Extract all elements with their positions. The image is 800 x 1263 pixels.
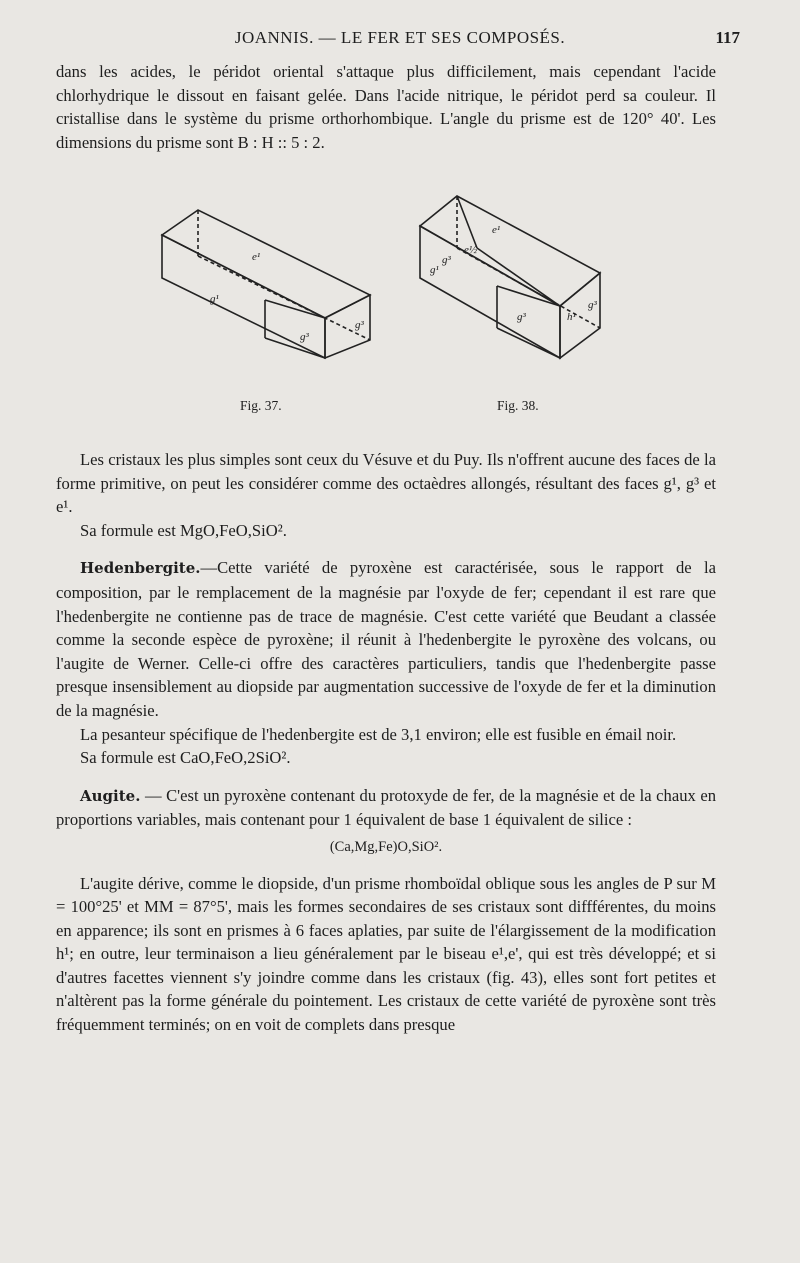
svg-text:g³: g³ <box>588 299 597 311</box>
paragraph-hedenbergite <box>56 556 716 722</box>
figure-38-drawing <box>402 178 642 378</box>
svg-text:g¹: g¹ <box>210 293 219 305</box>
running-title: JOANNIS. — LE FER ET SES COMPOSÉS. <box>234 28 566 47</box>
svg-text:g¹: g¹ <box>430 264 439 276</box>
svg-text:e½: e½ <box>464 244 478 256</box>
paragraph-augite <box>56 784 716 832</box>
augite-text: — C'est un pyroxène contenant du protoxyde de fer, de la magnésie et de la chaux en proportions variables, mais contenant pour 1 équivalent de base 1 équivalent de silice : <box>56 785 716 830</box>
hedenbergite-text: —Cette variété de pyroxène est caractérisée, sous le rapport de la composition, par le remplacement de la magnésie par l'oxyde de fer; cependant il est rare que l'hedenbergite ne contienne pas de trace de magnésie. C'est cette variété que Beudant a classée comme la seconde espèce de pyroxène; il réunit à l'hedenbergite le pyroxène des volcans, ou l'augite de Werner. Celle-ci offre des caractères particuliers, tandis que l'hedenbergite passe presque insensiblement au diopside par augmentation successive de l'oxyde de fer et la diminution de la magnésie. <box>56 558 716 720</box>
paragraph-cristaux: Les cristaux les plus simples sont ceux du Vésuve et du Puy. Ils n'offrent aucune des faces de la forme primitive, on peut les considérer comme des octaèdres allongés, résultant des faces g¹, g³ et e¹. <box>56 450 716 517</box>
svg-text:g³: g³ <box>442 254 451 266</box>
svg-text:g³: g³ <box>355 319 364 331</box>
paragraph-pesanteur: La pesanteur spécifique de l'hedenbergite est de 3,1 environ; elle est fusible en émail noir. <box>80 724 677 744</box>
figure-37-drawing <box>140 190 380 390</box>
svg-text:h¹: h¹ <box>567 311 576 323</box>
figure-38-caption: Fig. 38. <box>497 398 539 413</box>
paragraph-augite-description: L'augite dérive, comme le diopside, d'un prisme rhomboïdal oblique sous les angles de P sur M = 100°25' et MM = 87°5', mais les formes secondaires de ses cristaux sont diffférentes, du moins en apparence; ils sont en prismes à 6 faces aplaties, par suite de l'élargissement de la modification h¹; en outre, leur terminaison a lieu généralement par le biseau e¹,e', qui est très développé; et si d'autres facettes viennent s'y joindre comme dans les cristaux (fig. 43), elles sont fort petites et n'altèrent pas la forme générale du pointement. Les cristaux de cette variété de pyroxène sont très fréquemment terminés; on en voit de complets dans presque <box>56 873 716 1035</box>
svg-text:g³: g³ <box>517 311 526 323</box>
figures-area <box>140 190 620 420</box>
paragraph-peridot: dans les acides, le péridot oriental s'attaque plus difficilement, mais cependant l'acide chlorhydrique le dissout en faisant gelée. Dans l'acide nitrique, le péridot perd sa couleur. Il cristallise dans le système du prisme orthorhombique. L'angle du prisme est de 120° 40'. Les dimensions du prisme sont B : H :: 5 : 2. <box>56 62 716 152</box>
svg-text:g³: g³ <box>300 331 309 343</box>
augite-formula: (Ca,Mg,Fe)O,SiO². <box>329 838 443 855</box>
heading-hedenbergite: Hedenbergite. <box>80 559 201 578</box>
heading-augite: Augite. <box>80 786 141 805</box>
running-header <box>60 22 740 50</box>
paragraph-formule-2: Sa formule est CaO,FeO,2SiO². <box>80 748 291 768</box>
top-paragraph-block <box>56 60 716 154</box>
svg-text:e¹: e¹ <box>252 251 261 263</box>
paragraph-formule-1: Sa formule est MgO,FeO,SiO². <box>80 520 287 540</box>
figure-37-caption: Fig. 37. <box>240 398 282 413</box>
page-number: 117 <box>715 28 740 47</box>
svg-text:e¹: e¹ <box>492 224 501 236</box>
main-text-block <box>56 448 716 1037</box>
